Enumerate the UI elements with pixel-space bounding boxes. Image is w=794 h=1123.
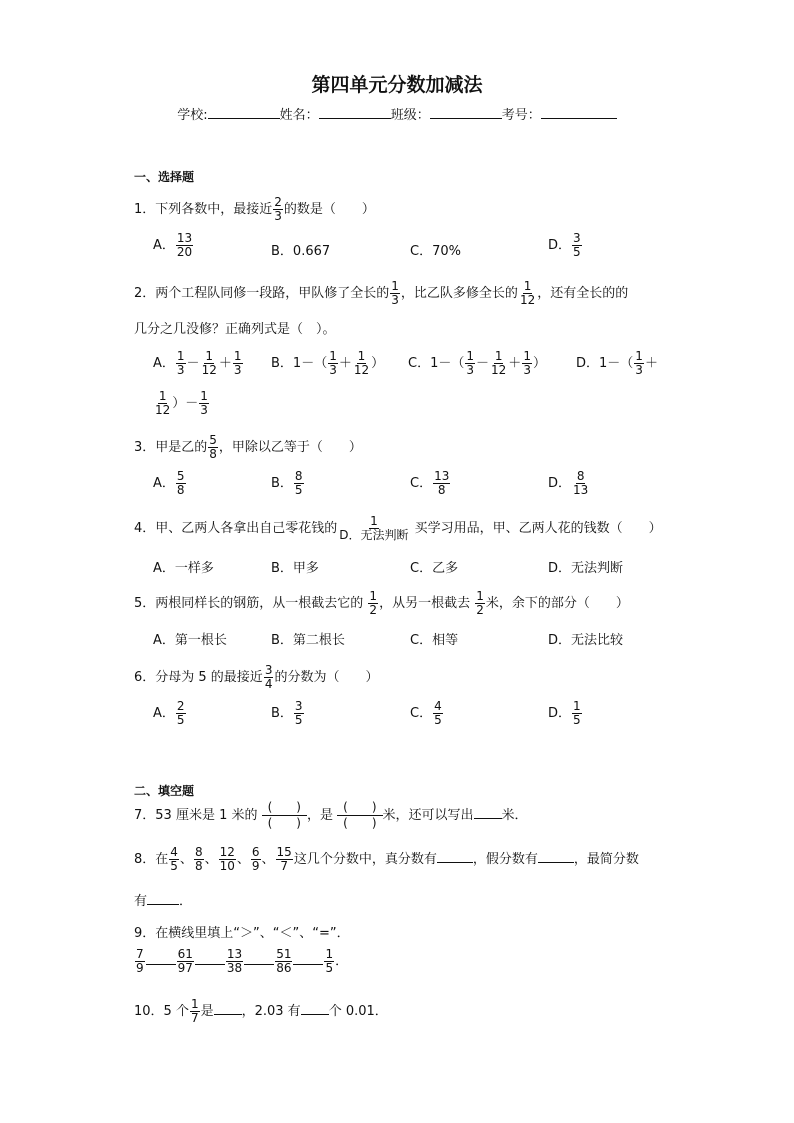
question-6: 6．分母为 5 的最接近 $\frac{3}{4}$ 的分数为（ ） <box>134 663 379 692</box>
q1-option-a[interactable]: A． $\frac{13}{20}$ <box>153 231 193 260</box>
student-info-line <box>0 104 794 123</box>
fraction: $\frac{2}{3}$ <box>274 195 282 224</box>
q3-option-b[interactable]: B． $\frac{8}{5}$ <box>271 469 303 498</box>
compare-blank[interactable] <box>195 952 225 965</box>
class-blank[interactable] <box>430 106 502 119</box>
exam-label: 考号： <box>501 108 541 123</box>
q6-option-a[interactable]: A． $\frac{2}{5}$ <box>153 699 185 728</box>
answer-blank[interactable] <box>474 806 502 819</box>
answer-fraction[interactable]: $\frac{( )}{( )}$ <box>337 800 382 831</box>
q3-option-d[interactable]: D． $\frac{8}{13}$ <box>548 469 589 498</box>
question-3: 3．甲是乙的 $\frac{5}{8}$ ，甲除以乙等于（ ） <box>134 433 362 462</box>
q4-option-c[interactable]: C．乙多 <box>410 561 459 576</box>
answer-blank[interactable] <box>538 850 574 863</box>
q5-option-c[interactable]: C．相等 <box>410 633 459 648</box>
question-2-line2: 几分之几没修？正确列式是（ ）。 <box>134 322 336 337</box>
q5-option-b[interactable]: B．第二根长 <box>271 633 345 648</box>
question-4: 4．甲、乙两人各拿出自己零花钱的 $\frac{1}{\text{D．无法判断}}$ 买学习用品，甲、乙两人花的钱数（ ） <box>134 514 662 543</box>
q6-option-c[interactable]: C． $\frac{4}{5}$ <box>410 699 442 728</box>
section-fill: 二、填空题 <box>134 784 195 798</box>
answer-blank[interactable] <box>147 892 179 905</box>
compare-blank[interactable] <box>293 952 323 965</box>
answer-blank[interactable] <box>301 1002 329 1015</box>
school-label: 学校: <box>177 108 208 123</box>
q1-option-d[interactable]: D． $\frac{3}{5}$ <box>548 231 581 260</box>
question-9: 9．在横线里填上“＞”、“＜”、“=”． <box>134 926 350 941</box>
answer-blank[interactable] <box>214 1002 242 1015</box>
question-1: 1．下列各数中，最接近 $\frac{2}{3}$ 的数是（ ） <box>134 195 375 224</box>
q6-option-d[interactable]: D． $\frac{1}{5}$ <box>548 699 581 728</box>
section-choice: 一、选择题 <box>134 170 195 184</box>
q2-option-d-continued[interactable]: $\frac{1}{12}$ ）－ $\frac{1}{3}$ <box>155 389 208 418</box>
answer-blank[interactable] <box>437 850 473 863</box>
q2-option-c[interactable]: C．1－（ $\frac{1}{3}$ － $\frac{1}{12}$ ＋ $\frac{1}{3}$ ） <box>408 349 546 378</box>
exam-blank[interactable] <box>541 106 617 119</box>
q4-option-b[interactable]: B．甲多 <box>271 561 319 576</box>
q6-option-b[interactable]: B． $\frac{3}{5}$ <box>271 699 303 728</box>
name-label: 姓名： <box>279 108 319 123</box>
q1-option-c[interactable]: C．70% <box>410 244 461 259</box>
q1-option-b[interactable]: B．0.667 <box>271 244 331 259</box>
question-8: 8．在 $\frac{4}{5}$ 、 $\frac{8}{8}$ 、 $\frac{12}{10}$ 、 $\frac{6}{9}$ 、 $\frac{15}{7}$ 这几个分数中，真分数有 ，假分数有 ，最简分数 <box>134 845 639 874</box>
q5-option-d[interactable]: D．无法比较 <box>548 633 624 648</box>
compare-blank[interactable] <box>244 952 274 965</box>
question-5: 5．两根同样长的钢筋，从一根截去它的 $\frac{1}{2}$ ，从另一根截去 $\frac{1}{2}$ 米，余下的部分（ ） <box>134 589 629 618</box>
q9-comparison-row: $\frac{7}{9}$ $\frac{61}{97}$ $\frac{13}{38}$ $\frac{51}{86}$ $\frac{1}{5}$ ． <box>136 947 349 976</box>
q4-option-d[interactable]: D．无法判断 <box>548 561 624 576</box>
q3-option-c[interactable]: C． $\frac{13}{8}$ <box>410 469 450 498</box>
question-7: 7．53 厘米是 1 米的 $\frac{( )}{( )}$ ，是 $\frac{( )}{( )}$ 米，还可以写出 米． <box>134 800 528 830</box>
question-10: 10．5 个 $\frac{1}{7}$ 是 ，2.03 有 个 0.01． <box>134 997 388 1026</box>
q2-option-a[interactable]: A． $\frac{1}{3}$ － $\frac{1}{12}$ ＋ $\frac{1}{3}$ <box>153 349 242 378</box>
q3-option-a[interactable]: A． $\frac{5}{8}$ <box>153 469 185 498</box>
school-blank[interactable] <box>208 106 280 119</box>
q5-option-a[interactable]: A．第一根长 <box>153 633 227 648</box>
class-label: 班级： <box>390 108 430 123</box>
answer-fraction[interactable]: $\frac{( )}{( )}$ <box>262 800 307 831</box>
page-title: 第四单元分数加减法 <box>311 74 483 96</box>
compare-blank[interactable] <box>146 952 176 965</box>
question-8-line2: 有 ． <box>134 894 193 909</box>
question-2: 2．两个工程队同修一段路，甲队修了全长的 $\frac{1}{3}$ ，比乙队多修全长的 $\frac{1}{12}$ ，还有全长的的 <box>134 279 629 308</box>
q2-option-b[interactable]: B．1－（ $\frac{1}{3}$ ＋ $\frac{1}{12}$ ） <box>271 349 385 378</box>
name-blank[interactable] <box>319 106 391 119</box>
q2-option-d[interactable]: D．1－（ $\frac{1}{3}$ ＋ <box>576 349 658 378</box>
q4-option-a[interactable]: A．一样多 <box>153 561 214 576</box>
